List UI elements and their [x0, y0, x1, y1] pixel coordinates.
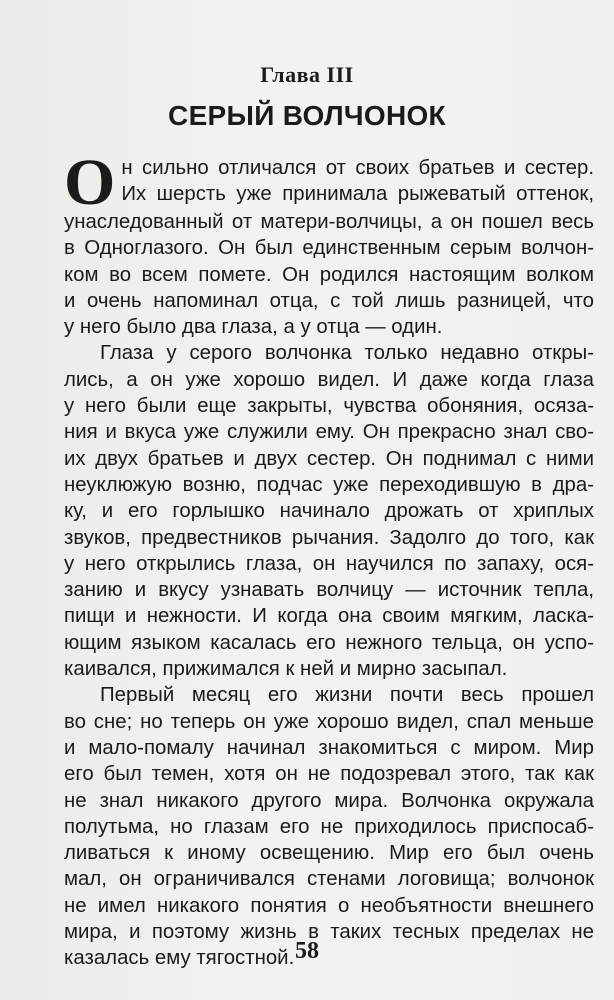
text-line: не имел никакого понятия о необъятности внешнего	[64, 894, 594, 917]
body-text	[64, 146, 594, 972]
text-line: ку, и его горлышко начинало дрожать от хриплых	[64, 500, 594, 523]
paragraph-3	[64, 682, 594, 971]
text-line: занию и вкусу узнавать волчицу — источник тепла,	[64, 579, 594, 602]
text-line: н сильно отличался от своих братьев и сестер.	[121, 157, 594, 179]
text-line: ливаться к иному освещению. Мир его был очень	[64, 842, 594, 865]
text-line: Глаза у серого волчонка только недавно откры-	[100, 342, 594, 365]
text-line: ком во всем помете. Он родился настоящим волком	[64, 263, 594, 286]
text-line: каивался, прижимался к ней и мирно засыпал.	[64, 658, 508, 681]
chapter-label: Глава III	[260, 62, 354, 87]
text-line: пищи и нежности. И когда она своим мягким, ласка-	[64, 605, 594, 628]
text-line: Их шерсть уже принимала рыжеватый оттенок,	[121, 183, 594, 206]
text-line: его был темен, хотя он не подозревал этого, так как	[64, 763, 594, 786]
text-line: звуков, предвестников рычания. Задолго до того, как	[64, 526, 594, 549]
page-number: 58	[295, 938, 319, 964]
paragraph-2	[64, 340, 594, 682]
text-line: в Одноглазого. Он был единственным серым волчон-	[64, 237, 594, 260]
text-line: Первый месяц его жизни почти весь прошел	[100, 684, 594, 707]
drop-cap: О	[64, 146, 116, 219]
text-line: лись, а он уже хорошо видел. И даже когда глаза	[64, 368, 594, 391]
text-line: полутьма, но глазам его не приходилось приспосаб-	[64, 815, 594, 838]
text-line: казалась ему тягостной.	[64, 947, 295, 970]
text-line: у него были еще закрыты, чувства обоняния, осяза-	[64, 395, 594, 418]
text-line: не знал никакого другого мира. Волчонка окружала	[64, 789, 594, 812]
text-line: их двух братьев и двух сестер. Он поднимал с ними	[64, 447, 594, 470]
text-line: у него было два глаза, а у отца — один.	[64, 316, 443, 339]
text-line: неуклюжую возню, подчас уже переходившую в дра-	[64, 473, 594, 496]
text-line: и мало-помалу начинал знакомиться с миром. Мир	[64, 736, 594, 759]
text-line: во сне; но теперь он уже хорошо видел, спал меньше	[64, 710, 594, 733]
paragraph-1	[64, 146, 594, 340]
text-line: ния и вкуса уже служили ему. Он прекрасно знал сво-	[64, 421, 594, 444]
text-line: и очень напоминал отца, с той лишь разницей, что	[64, 289, 594, 312]
text-line: унаследованный от матери-волчицы, а он пошел весь	[64, 211, 594, 233]
text-line: ющим языком касалась его нежного тельца, он успо-	[64, 631, 594, 654]
text-line: у него открылись глаза, он научился по запаху, ося-	[64, 552, 594, 575]
text-line: мал, он ограничивался стенами логовища; волчонок	[64, 868, 594, 891]
chapter-title: СЕРЫЙ ВОЛЧОНОК	[168, 100, 446, 131]
text-line: мира, и поэтому жизнь в таких тесных пределах не	[64, 921, 594, 944]
